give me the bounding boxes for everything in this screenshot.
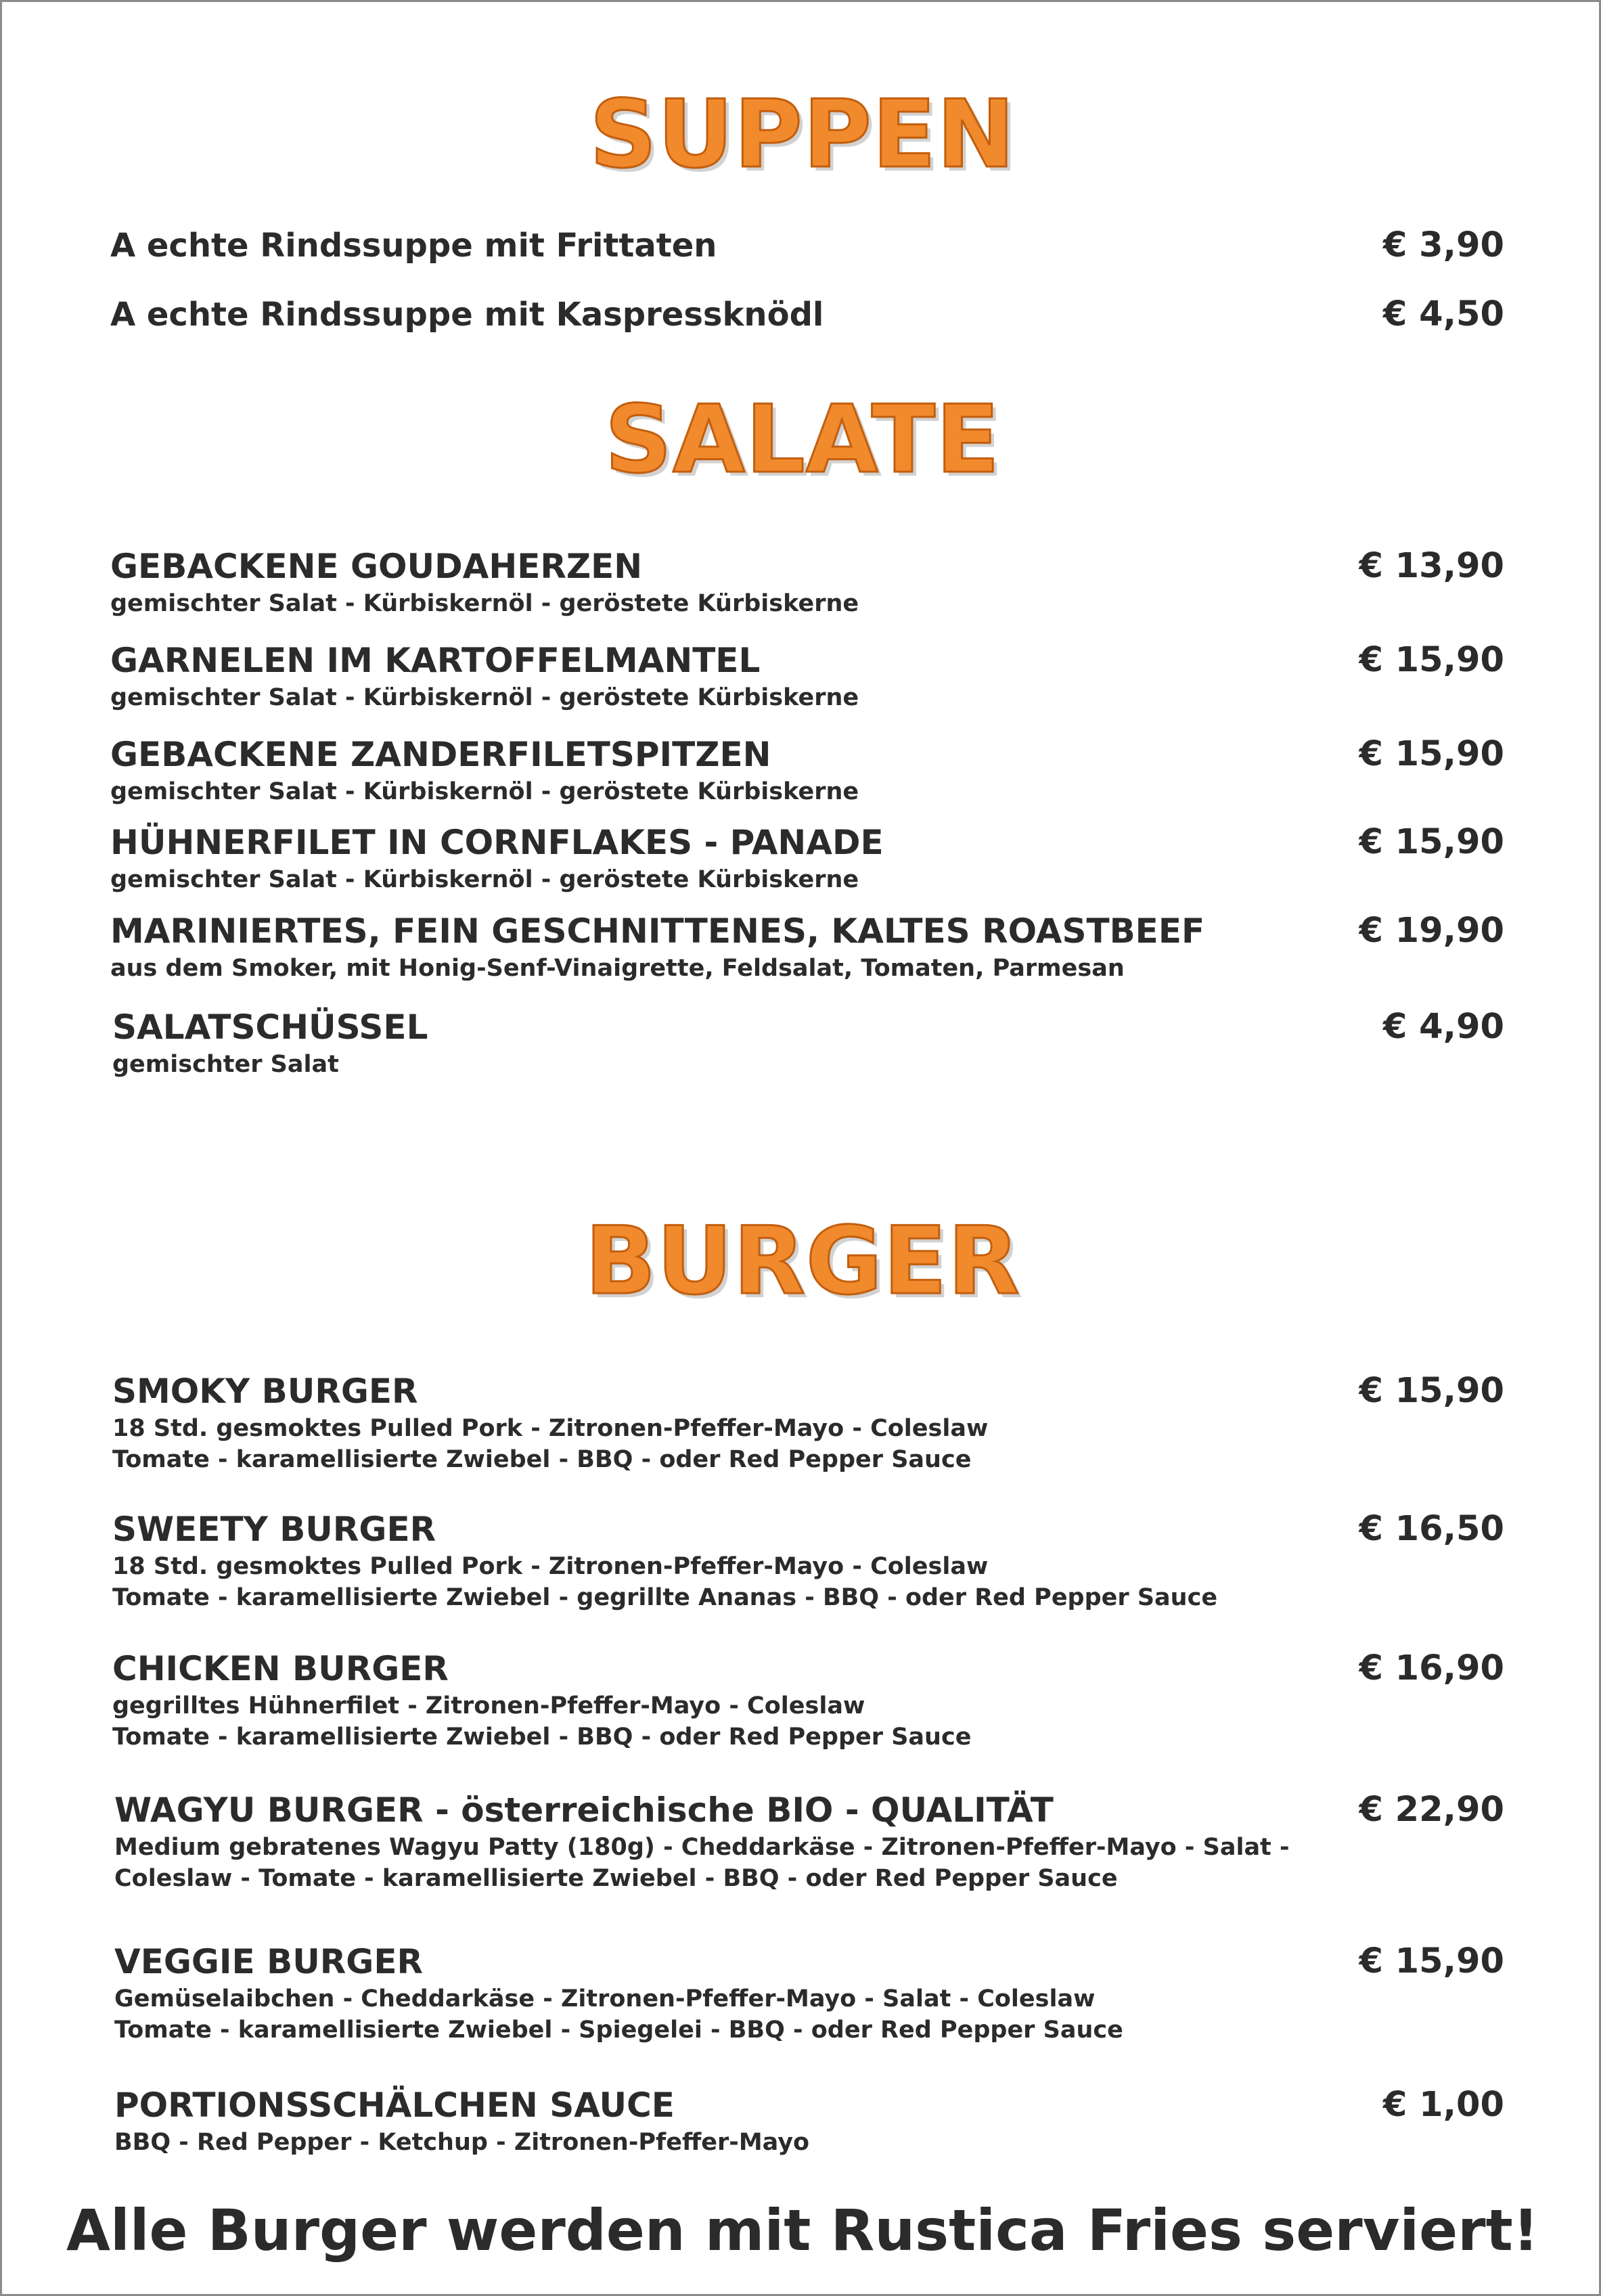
item-price: € 4,90 [1382, 1007, 1504, 1047]
item-price: € 15,90 [1359, 1941, 1504, 1981]
item-name: SWEETY BURGER [112, 1510, 436, 1549]
item-description: Tomate - karamellisierte Zwiebel - BBQ - oder Red Pepper Sauce [112, 1446, 972, 1473]
item-description: Tomate - karamellisierte Zwiebel - BBQ - oder Red Pepper Sauce [112, 1724, 972, 1751]
item-description: Medium gebratenes Wagyu Patty (180g) - Cheddarkäse - Zitronen-Pfeffer-Mayo - Salat - [114, 1834, 1290, 1861]
item-price: € 15,90 [1359, 734, 1504, 774]
item-price: € 22,90 [1359, 1790, 1504, 1830]
item-name: GEBACKENE ZANDERFILETSPITZEN [110, 735, 771, 774]
item-description: BBQ - Red Pepper - Ketchup - Zitronen-Pfeffer-Mayo [114, 2129, 810, 2156]
item-name: A echte Rindssuppe mit Kaspressknödl [110, 296, 824, 334]
item-description: gemischter Salat - Kürbiskernöl - geröstete Kürbiskerne [110, 866, 859, 893]
section-title-suppen: SUPPEN [589, 80, 1016, 189]
item-price: € 15,90 [1359, 822, 1504, 862]
item-name: A echte Rindssuppe mit Frittaten [110, 227, 717, 265]
item-name: WAGYU BURGER - österreichische BIO - QUALITÄT [114, 1791, 1054, 1830]
item-description: Gemüselaibchen - Cheddarkäse - Zitronen-Pfeffer-Mayo - Salat - Coleslaw [114, 1985, 1096, 2012]
footer-note: Alle Burger werden mit Rustica Fries serviert! [66, 2197, 1539, 2264]
item-name: PORTIONSSCHÄLCHEN SAUCE [114, 2086, 675, 2125]
item-name: HÜHNERFILET IN CORNFLAKES - PANADE [110, 823, 884, 862]
item-name: CHICKEN BURGER [112, 1649, 449, 1688]
item-name: SALATSCHÜSSEL [112, 1008, 428, 1047]
item-name: GARNELEN IM KARTOFFELMANTEL [110, 641, 761, 680]
item-description: gegrilltes Hühnerfilet - Zitronen-Pfeffer-Mayo - Coleslaw [112, 1692, 865, 1719]
item-description: Coleslaw - Tomate - karamellisierte Zwiebel - BBQ - oder Red Pepper Sauce [114, 1865, 1118, 1892]
item-price: € 13,90 [1359, 546, 1504, 586]
item-price: € 16,50 [1359, 1509, 1504, 1549]
item-price: € 4,50 [1382, 294, 1504, 334]
item-name: SMOKY BURGER [112, 1372, 418, 1411]
item-price: € 3,90 [1382, 225, 1504, 265]
item-description: 18 Std. gesmoktes Pulled Pork - Zitronen-Pfeffer-Mayo - Coleslaw [112, 1415, 989, 1442]
item-description: Tomate - karamellisierte Zwiebel - Spiegelei - BBQ - oder Red Pepper Sauce [114, 2017, 1123, 2044]
item-description: 18 Std. gesmoktes Pulled Pork - Zitronen-Pfeffer-Mayo - Coleslaw [112, 1553, 989, 1580]
item-price: € 16,90 [1359, 1648, 1504, 1688]
item-description: gemischter Salat [112, 1051, 339, 1078]
item-description: gemischter Salat - Kürbiskernöl - geröstete Kürbiskerne [110, 778, 859, 805]
item-name: MARINIERTES, FEIN GESCHNITTENES, KALTES ROASTBEEF [110, 911, 1205, 951]
item-description: aus dem Smoker, mit Honig-Senf-Vinaigrette, Feldsalat, Tomaten, Parmesan [110, 955, 1125, 982]
section-title-salate: SALATE [604, 385, 1001, 494]
item-name: VEGGIE BURGER [114, 1942, 424, 1981]
item-description: gemischter Salat - Kürbiskernöl - geröstete Kürbiskerne [110, 684, 859, 711]
item-price: € 15,90 [1359, 1371, 1504, 1411]
item-price: € 15,90 [1359, 640, 1504, 680]
item-description: Tomate - karamellisierte Zwiebel - gegrillte Ananas - BBQ - oder Red Pepper Sauce [112, 1584, 1218, 1611]
item-name: GEBACKENE GOUDAHERZEN [110, 547, 643, 586]
item-price: € 19,90 [1359, 911, 1504, 951]
item-price: € 1,00 [1382, 2085, 1504, 2125]
section-title-burger: BURGER [585, 1207, 1020, 1315]
item-description: gemischter Salat - Kürbiskernöl - geröstete Kürbiskerne [110, 590, 859, 617]
